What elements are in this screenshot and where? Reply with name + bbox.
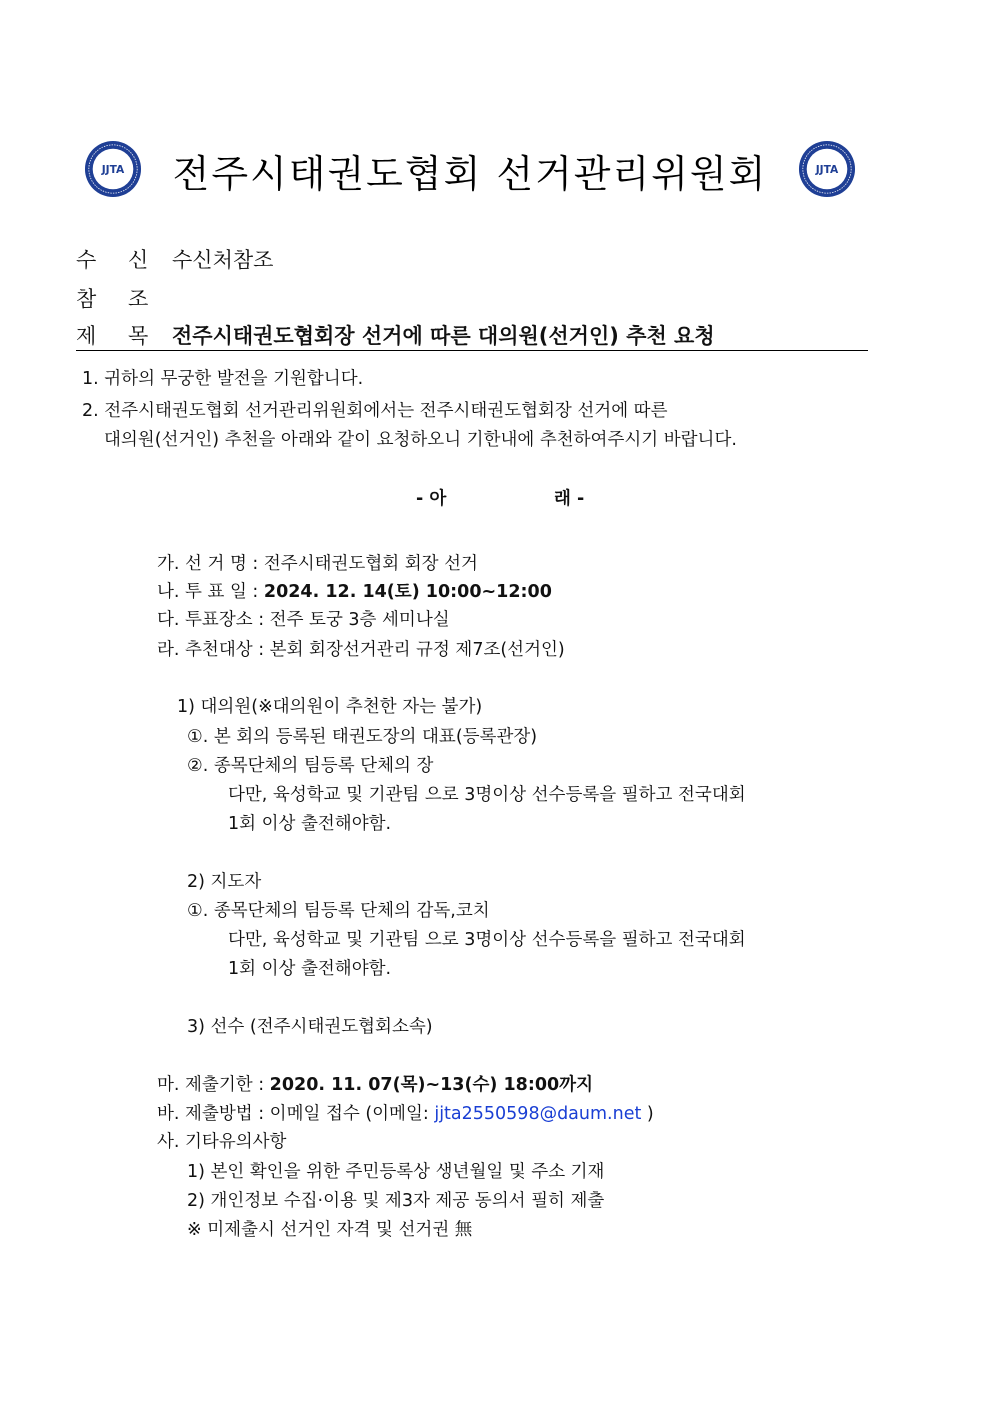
submission-deadline-label: 마. 제출기한 : <box>157 1075 270 1095</box>
item-voting-date-value: 2024. 12. 14(토) 10:00~12:00 <box>263 582 552 602</box>
reference-label-2: 조 <box>128 287 149 311</box>
other-notes-warning: ※ 미제출시 선거인 자격 및 선거권 無 <box>187 1220 473 1240</box>
other-notes-item-1: 1) 본인 확인을 위한 주민등록상 생년월일 및 주소 기재 <box>187 1162 605 1182</box>
recipient-label-2: 신 <box>128 248 149 272</box>
submission-deadline-value: 2020. 11. 07(목)~13(수) 18:00까지 <box>269 1075 593 1095</box>
intro-paragraph-2-line-1: 2. 전주시태권도협회 선거관리위원회에서는 전주시태권도협회장 선거에 따른 <box>82 401 668 421</box>
coaches-item-1: ①. 종목단체의 팀등록 단체의 감독,코치 <box>187 901 490 921</box>
recipient-value: 수신처참조 <box>172 248 274 272</box>
submission-method-label: 바. 제출방법 : 이메일 접수 (이메일: <box>157 1104 435 1124</box>
delegates-item-1: ①. 본 회의 등록된 태권도장의 대표(등록관장) <box>187 727 538 747</box>
item-voting-date <box>157 578 552 603</box>
submission-method <box>157 1100 654 1125</box>
players-heading: 3) 선수 (전주시태권도협회소속) <box>187 1017 433 1037</box>
delegates-heading: 1) 대의원(※대의원이 추천한 자는 불가) <box>177 697 483 717</box>
subject-label-2: 목 <box>128 324 149 348</box>
subject-label-1: 제 <box>76 324 97 348</box>
delegates-item-2-note-1: 다만, 육성학교 및 기관팀 으로 3명이상 선수등록을 필하고 전국대회 <box>228 785 746 805</box>
submission-method-suffix: ) <box>641 1104 654 1124</box>
delegates-item-2: ②. 종목단체의 팀등록 단체의 장 <box>187 756 434 776</box>
item-election-name: 가. 선 거 명 : 전주시태권도협회 회장 선거 <box>157 554 478 574</box>
reference-label-1: 참 <box>76 287 97 311</box>
document-title: 전주시태권도협회 선거관리위원회 <box>172 152 768 196</box>
submission-email-link[interactable]: jjta2550598@daum.net <box>434 1104 642 1124</box>
intro-paragraph-2-line-2: 대의원(선거인) 추천을 아래와 같이 요청하오니 기한내에 추천하여주시기 바랍니다. <box>104 430 737 450</box>
coaches-heading: 2) 지도자 <box>187 872 262 892</box>
submission-deadline <box>157 1071 593 1096</box>
header-divider <box>76 350 868 351</box>
coaches-note-2: 1회 이상 출전해야함. <box>228 959 392 979</box>
item-voting-date-label: 나. 투 표 일 : <box>157 582 264 602</box>
section-heading-right: 래 - <box>554 489 585 509</box>
logo-emblem-text: JJTA <box>815 162 839 176</box>
logo-emblem-text: JJTA <box>101 162 125 176</box>
subject-value: 전주시태권도협회장 선거에 따른 대의원(선거인) 추천 요청 <box>172 324 715 348</box>
other-notes-heading: 사. 기타유의사항 <box>157 1132 287 1152</box>
other-notes-item-2: 2) 개인정보 수집·이용 및 제3자 제공 동의서 필히 제출 <box>187 1191 605 1211</box>
recipient-label-1: 수 <box>76 248 97 272</box>
delegates-item-2-note-2: 1회 이상 출전해야함. <box>228 814 392 834</box>
section-heading-left: - 아 <box>416 489 447 509</box>
item-recommend-target: 라. 추천대상 : 본회 회장선거관리 규정 제7조(선거인) <box>157 640 565 660</box>
intro-paragraph-1: 1. 귀하의 무궁한 발전을 기원합니다. <box>82 369 364 389</box>
coaches-note-1: 다만, 육성학교 및 기관팀 으로 3명이상 선수등록을 필하고 전국대회 <box>228 930 746 950</box>
item-voting-place: 다. 투표장소 : 전주 토궁 3층 세미나실 <box>157 610 450 630</box>
